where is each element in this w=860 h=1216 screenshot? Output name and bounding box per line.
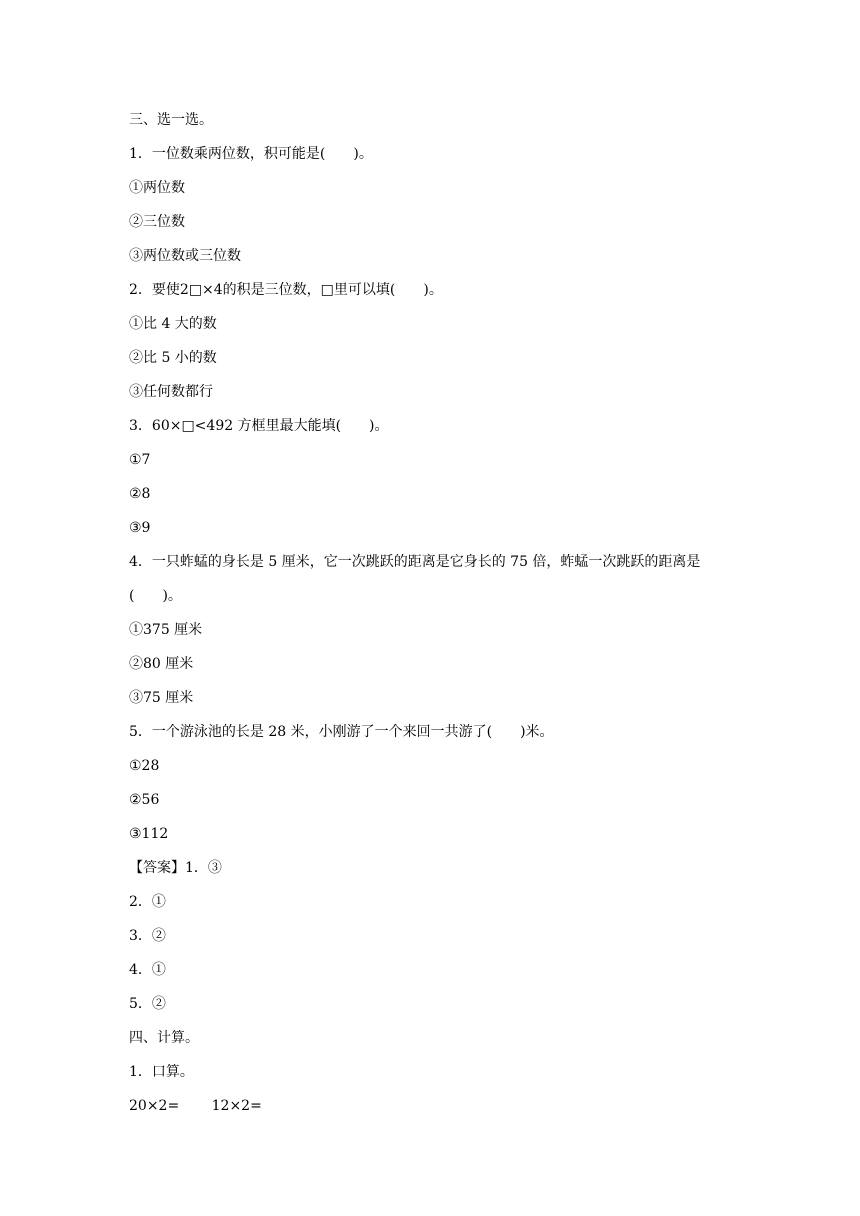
mental-math-row-1: 20×2= 12×2= <box>129 1098 262 1114</box>
question-2: 2．要使2□×4的积是三位数，□里可以填( )。 <box>129 282 443 298</box>
question-1-option-1: ①两位数 <box>129 180 185 196</box>
question-2-option-3: ③任何数都行 <box>129 384 213 400</box>
question-3-option-2: ②8 <box>129 486 151 502</box>
question-4-option-2: ②80 厘米 <box>129 656 194 672</box>
section-three-title: 三、选一选。 <box>129 112 213 128</box>
answer-line-4: 4．① <box>129 962 166 978</box>
question-2-option-1: ①比 4 大的数 <box>129 316 217 332</box>
question-3-option-1: ①7 <box>129 452 151 468</box>
answer-line-2: 2．① <box>129 894 166 910</box>
worksheet-page <box>129 110 739 1130</box>
question-5-option-3: ③112 <box>129 826 169 842</box>
question-1-option-3: ③两位数或三位数 <box>129 248 241 264</box>
answer-line-3: 3．② <box>129 928 166 944</box>
question-1-option-2: ②三位数 <box>129 214 185 230</box>
question-3: 3．60×□<492 方框里最大能填( )。 <box>129 418 389 434</box>
section-four-title: 四、计算。 <box>129 1030 199 1046</box>
question-1: 1．一位数乘两位数，积可能是( )。 <box>129 146 373 162</box>
mental-math-heading: 1．口算。 <box>129 1064 194 1080</box>
question-2-option-2: ②比 5 小的数 <box>129 350 217 366</box>
question-3-option-3: ③9 <box>129 520 151 536</box>
question-5: 5．一个游泳池的长是 28 米，小刚游了一个来回一共游了( )米。 <box>129 724 554 740</box>
question-5-option-1: ①28 <box>129 758 160 774</box>
question-4-option-1: ①375 厘米 <box>129 622 203 638</box>
answer-line-5: 5．② <box>129 996 166 1012</box>
answer-line-1: 【答案】1．③ <box>129 860 222 876</box>
question-4-option-3: ③75 厘米 <box>129 690 194 706</box>
question-5-option-2: ②56 <box>129 792 160 808</box>
question-4: 4．一只蚱蜢的身长是 5 厘米，它一次跳跃的距离是它身长的 75 倍，蚱蜢一次跳跃的距离是( )。 <box>129 554 701 604</box>
